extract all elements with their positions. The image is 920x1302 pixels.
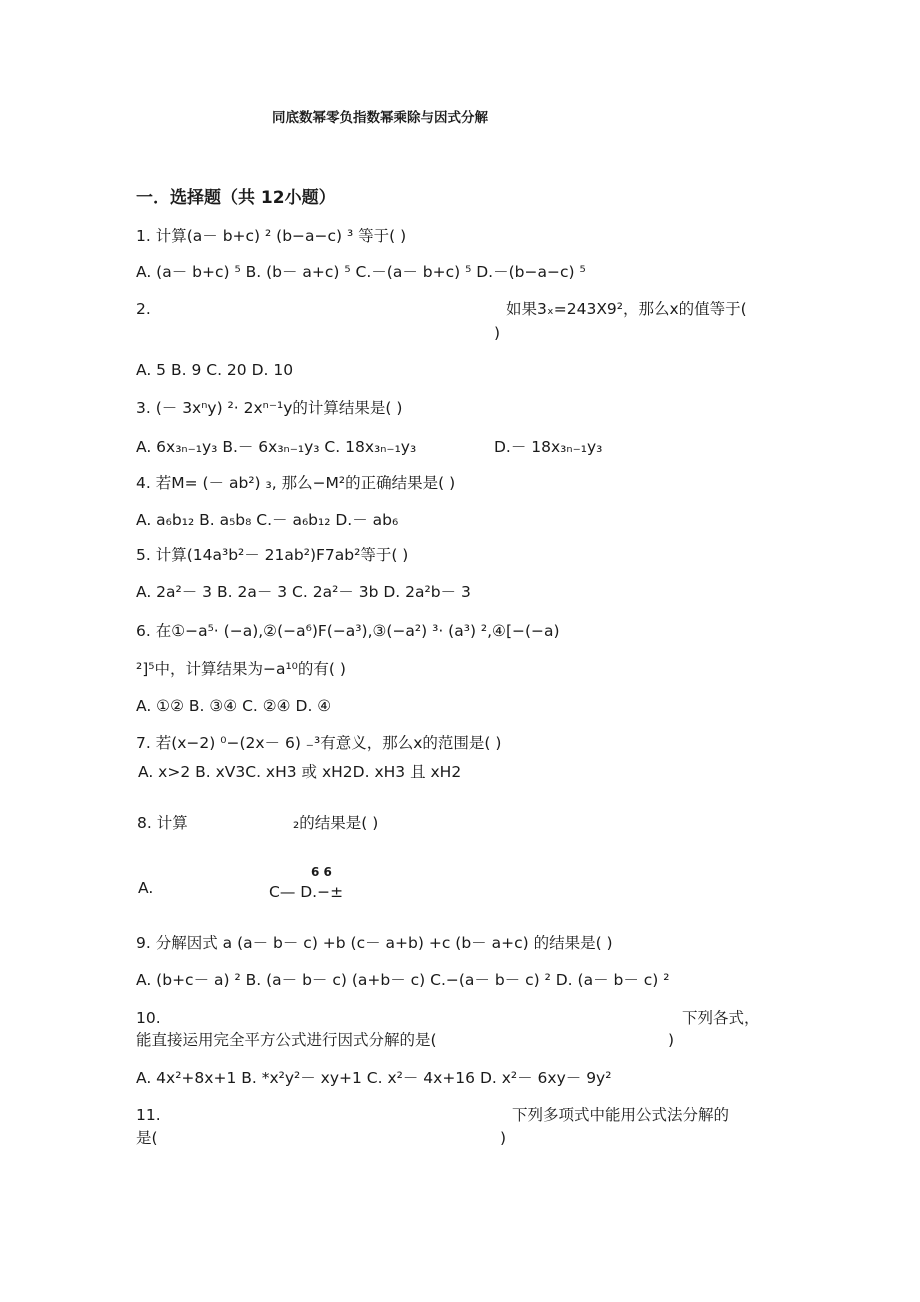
q8-fraction-digits: 6 6 [311,865,332,879]
q3-option-d: D.－ 18x₃ₙ₋₁y₃ [494,438,603,456]
q5-options: A. 2a²－ 3 B. 2a－ 3 C. 2a²－ 3b D. 2a²b－ 3 [136,583,471,601]
q10-stem: 下列各式， [682,1009,760,1027]
section-heading: 一．选择题（共 12小题） [136,188,336,208]
q8-stem-tail: ₂的结果是( ) [293,814,379,832]
q2-stem: 如果3ₓ=243X9²，那么x的值等于( [506,300,747,318]
q7-options: A. x>2 B. xV3C. xH3 或 xH2D. xH3 且 xH2 [138,763,462,781]
q1-options: A. (a－ b+c) ⁵ B. (b－ a+c) ⁵ C.－(a－ b+c) ⁵ D.－(b−a−c) ⁵ [136,263,586,281]
q11-stem-close: ) [500,1129,507,1147]
q2-number: 2. [136,300,151,318]
q9-options: A. (b+c－ a) ² B. (a－ b－ c) (a+b－ c) C.−(a－ b－ c) ² D. (a－ b－ c) ² [136,971,670,989]
q6-stem-cont: ²]⁵中，计算结果为−a¹⁰的有( ) [136,660,346,678]
q2-stem-close: ) [494,324,501,342]
q6-options: A. ①② B. ③④ C. ②④ D. ④ [136,697,332,715]
q11-number: 11. [136,1106,161,1124]
q4-options: A. a₆b₁₂ B. a₅b₈ C.－ a₆b₁₂ D.－ ab₆ [136,511,399,529]
q10-stem-cont: 能直接运用完全平方公式进行因式分解的是( [136,1031,437,1049]
q6-stem: 6. 在①−a⁵· (−a),②(−a⁶)F(−a³),③(−a²) ³· (a³) ²,④[−(−a) [136,622,560,640]
q3-options: A. 6x₃ₙ₋₁y₃ B.－ 6x₃ₙ₋₁y₃ C. 18x₃ₙ₋₁y₃ [136,438,417,456]
q3-stem: 3. (－ 3xⁿy) ²· 2xⁿ⁻¹y的计算结果是( ) [136,399,403,417]
q8-option-a: A. [138,879,154,897]
q10-options: A. 4x²+8x+1 B. *x²y²－ xy+1 C. x²－ 4x+16 D. x²－ 6xy－ 9y² [136,1069,612,1087]
q11-stem: 下列多项式中能用公式法分解的 [512,1106,730,1124]
doc-title: 同底数幂零负指数幂乘除与因式分解 [272,110,488,126]
q4-stem: 4. 若M= (－ ab²) ₃, 那么−M²的正确结果是( ) [136,474,456,492]
q1-stem: 1. 计算(a－ b+c) ² (b−a−c) ³ 等于( ) [136,227,407,245]
q5-stem: 5. 计算(14a³b²－ 21ab²)F7ab²等于( ) [136,546,409,564]
q2-options: A. 5 B. 9 C. 20 D. 10 [136,361,294,379]
q8-stem: 8. 计算 [137,814,188,832]
q7-stem: 7. 若(x−2) ⁰−(2x－ 6) ₋³有意义，那么x的范围是( ) [136,734,502,752]
q8-options-cd: C— D.−± [269,883,344,901]
q10-number: 10. [136,1009,161,1027]
q11-stem-cont: 是( [136,1129,158,1147]
q9-stem: 9. 分解因式 a (a－ b－ c) +b (c－ a+b) +c (b－ a+c) 的结果是( ) [136,934,613,952]
q10-stem-close: ) [668,1031,675,1049]
